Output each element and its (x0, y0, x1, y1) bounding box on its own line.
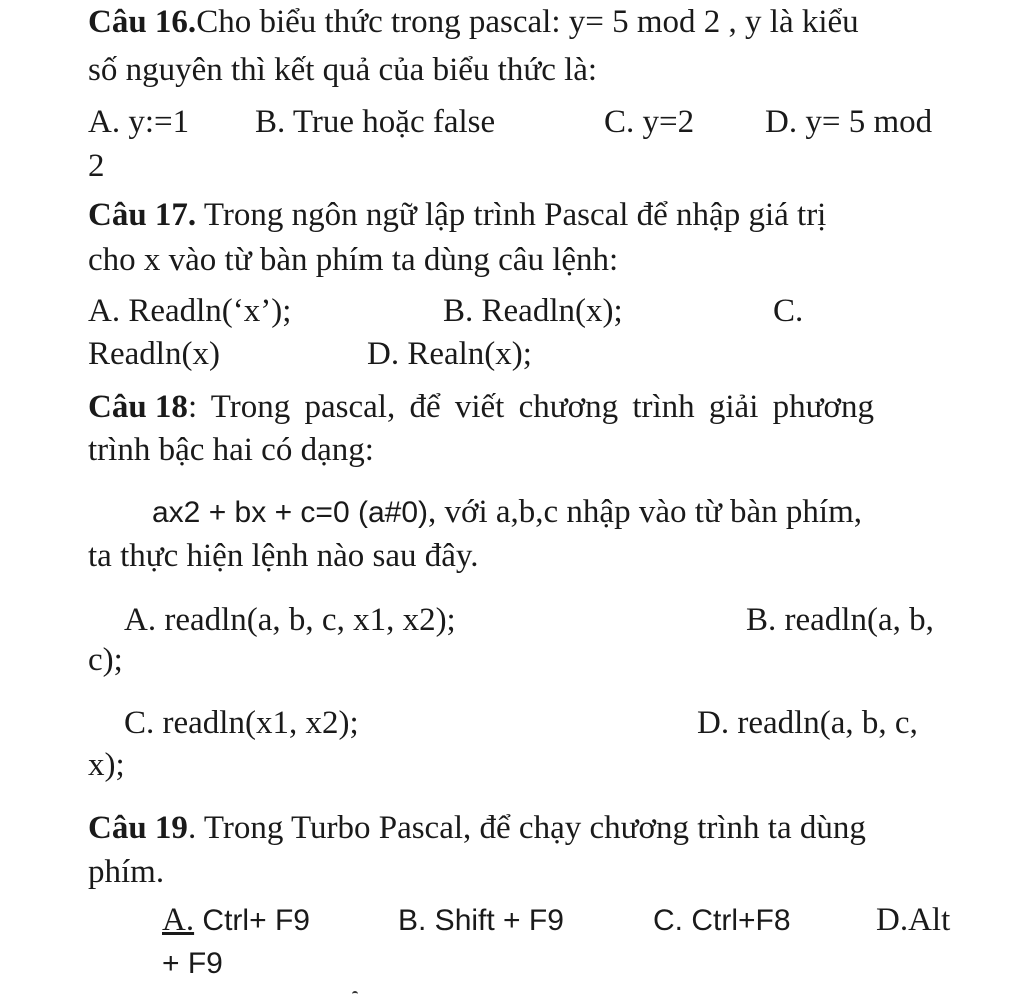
q18-text-line3: , với a,b,c nhập vào từ bàn phím, (428, 494, 863, 530)
q18-option-a: A. readln(a, b, c, x1, x2); (124, 602, 456, 638)
q19-option-b-text: B. Shift + F9 (398, 904, 564, 937)
q19-option-c-text: C. Ctrl+F8 (653, 904, 791, 937)
q17-text-line1: Trong ngôn ngữ lập trình Pascal để nhập giá trị (196, 197, 827, 233)
q19-line1 (88, 808, 866, 848)
q16-option-b: B. True hoặc false (255, 104, 496, 140)
q18-formula: ax2 + bx + c=0 (a#0) (152, 496, 429, 529)
q19-option-a (162, 900, 310, 941)
q19-text-line2: phím. (88, 854, 165, 890)
q19-option-d-cont (162, 943, 223, 984)
q16-text-line1: Cho biểu thức trong pascal: y= 5 mod 2 , y là kiểu (196, 4, 859, 40)
q18-option-b: B. readln(a, b, (746, 602, 934, 638)
q16-option-c: C. y=2 (604, 104, 695, 140)
q17-option-c-cont: Readln(x) (88, 336, 220, 372)
q18-line1 (88, 387, 874, 427)
q17-option-b: B. Readln(x); (443, 293, 623, 329)
q16-line1 (88, 2, 859, 42)
q19-option-a-text: Ctrl+ F9 (194, 904, 310, 937)
q19-option-d: D.Alt (876, 902, 951, 938)
q17-option-c: C. (773, 293, 804, 329)
q19-option-a-letter: A. (162, 902, 195, 938)
q18-line3 (152, 492, 862, 533)
q16-option-a: A. y:=1 (88, 104, 190, 140)
q18-option-b-cont: c); (88, 642, 123, 678)
q16-number: Câu 16. (88, 4, 197, 40)
q19-option-b (398, 900, 564, 941)
q18-option-d-cont: x); (88, 747, 125, 783)
q17-text-line2: cho x vào từ bàn phím ta dùng câu lệnh: (88, 242, 619, 278)
q17-option-a: A. Readln(‘x’); (88, 293, 292, 329)
q18-option-c: C. readln(x1, x2); (124, 705, 359, 741)
q16-option-d: D. y= 5 mod (765, 104, 933, 140)
q19-number: Câu 19 (88, 810, 188, 846)
q18-text-line4: ta thực hiện lệnh nào sau đây. (88, 538, 479, 574)
q18-text-line2: trình bậc hai có dạng: (88, 432, 374, 468)
q16-text-line2: số nguyên thì kết quả của biểu thức là: (88, 52, 598, 88)
q18-option-d: D. readln(a, b, c, (697, 705, 918, 741)
q17-number: Câu 17. (88, 197, 197, 233)
q16-option-d-cont: 2 (88, 148, 105, 184)
q19-option-c (653, 900, 791, 941)
q19-text-line1: . Trong Turbo Pascal, để chạy chương trình ta dùng (187, 810, 866, 846)
cutoff-glyph-mark (352, 991, 358, 996)
q18-text-line1: : Trong pascal, để viết chương trình giải phương (187, 389, 874, 425)
q17-option-d: D. Realn(x); (367, 336, 532, 372)
q19-option-d-cont-text: + F9 (162, 947, 223, 980)
q17-line1 (88, 195, 826, 235)
q18-number: Câu 18 (88, 389, 188, 425)
